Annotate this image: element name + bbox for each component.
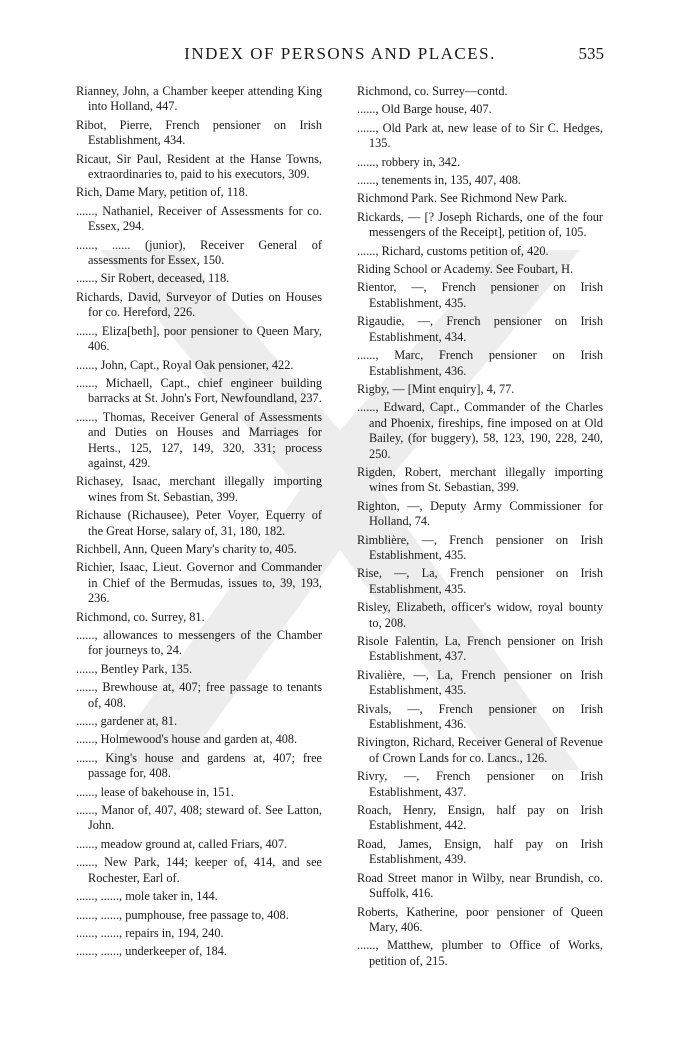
index-entry: ......, ......, repairs in, 194, 240.: [76, 925, 224, 940]
index-entry: ......, tenements in, 135, 407, 408.: [357, 173, 521, 188]
page-number: 535: [578, 44, 604, 63]
index-entry: Rivals, —, French pensioner on Irish Establishment, 436.: [357, 701, 603, 732]
index-entry: Richasey, Isaac, merchant illegally importing wines from St. Sebastian, 399.: [76, 474, 322, 504]
index-entry: Roberts, Katherine, poor pensioner of Queen Mary, 406.: [357, 904, 603, 934]
index-entry: ......, Holmewood's house and garden at, 408.: [76, 732, 298, 747]
page-title: INDEX OF PERSONS AND PLACES.: [184, 44, 496, 63]
index-entry: ......, Nathaniel, Receiver of Assessments for co. Essex, 294.: [76, 203, 322, 234]
index-entry: Rientor, —, French pensioner on Irish Establishment, 435.: [357, 280, 603, 310]
index-entry: Rimblière, —, French pensioner on Irish Establishment, 435.: [357, 532, 603, 562]
index-entry: Richbell, Ann, Queen Mary's charity to, 405.: [76, 541, 297, 556]
index-entry: Richause (Richausee), Peter Voyer, Equerry of the Great Horse, salary of, 31, 180, 182.: [76, 508, 322, 538]
index-entry: ......, gardener at, 81.: [76, 714, 178, 729]
index-entry: Risole Falentin, La, French pensioner on Irish Establishment, 437.: [357, 634, 603, 664]
index-entry: Rianney, John, a Chamber keeper attending King into Holland, 447.: [76, 84, 322, 114]
index-entry: Ribot, Pierre, French pensioner on Irish Establishment, 434.: [76, 117, 322, 148]
index-column-left: [76, 84, 322, 963]
index-entry: ......, Thomas, Receiver General of Assessments and Duties on Houses and Marriages for Herts., 125, 127, 149, 320, 331; process against, 429.: [76, 409, 322, 470]
index-entry: Rich, Dame Mary, petition of, 118.: [76, 185, 248, 200]
index-entry: ......, Old Park at, new lease of to Sir C. Hedges, 135.: [357, 120, 603, 151]
index-entry: ......, allowances to messengers of the Chamber for journeys to, 24.: [76, 628, 322, 658]
index-entry: ......, ......, mole taker in, 144.: [76, 889, 218, 904]
index-entry: ......, King's house and gardens at, 407; free passage for, 408.: [76, 750, 322, 781]
index-entry: ......, Manor of, 407, 408; steward of. See Latton, John.: [76, 803, 322, 833]
index-entry: Richmond, co. Surrey, 81.: [76, 609, 205, 624]
index-entry: Richier, Isaac, Lieut. Governor and Commander in Chief of the Bermudas, issues to, 39, 193, 236.: [76, 560, 322, 606]
index-entry: Rigden, Robert, merchant illegally importing wines from St. Sebastian, 399.: [357, 464, 603, 495]
index-entry: ......, ......, pumphouse, free passage to, 408.: [76, 907, 289, 922]
index-entry: ......, Matthew, plumber to Office of Works, petition of, 215.: [357, 938, 603, 968]
index-entry: Richards, David, Surveyor of Duties on Houses for co. Hereford, 226.: [76, 289, 322, 320]
index-entry: ......, meadow ground at, called Friars, 407.: [76, 836, 288, 851]
index-entry: Rickards, — [? Joseph Richards, one of the four messengers of the Receipt], petition of, 105.: [357, 209, 603, 240]
index-entry: Rise, —, La, French pensioner on Irish Establishment, 435.: [357, 566, 603, 596]
index-entry: Rivington, Richard, Receiver General of Revenue of Crown Lands for co. Lancs., 126.: [357, 735, 603, 765]
index-entry: ......, ...... (junior), Receiver General of assessments for Essex, 150.: [76, 237, 322, 268]
page-header: [76, 44, 604, 70]
index-entry: Road Street manor in Wilby, near Brundish, co. Suffolk, 416.: [357, 870, 603, 901]
index-entry: ......, Sir Robert, deceased, 118.: [76, 271, 230, 286]
index-entry: ......, Eliza[beth], poor pensioner to Queen Mary, 406.: [76, 323, 322, 354]
index-entry: ......, Michaell, Capt., chief engineer building barracks at St. John's Fort, Newfoundland, 237.: [76, 375, 322, 406]
index-entry: Rigaudie, —, French pensioner on Irish Establishment, 434.: [357, 314, 603, 344]
index-entry: Riding School or Academy. See Foubart, H.: [357, 262, 574, 277]
index-entry: Risley, Elizabeth, officer's widow, royal bounty to, 208.: [357, 600, 603, 630]
index-entry: ......, Richard, customs petition of, 420.: [357, 243, 549, 258]
index-column-right: [357, 84, 603, 972]
index-entry: ......, ......, underkeeper of, 184.: [76, 944, 227, 959]
index-entry: ......, Edward, Capt., Commander of the Charles and Phoenix, fireships, fine imposed on at Old Bailey, (for buggery), 58, 123, 190, 228, 240, 250.: [357, 400, 603, 461]
index-entry: ......, Brewhouse at, 407; free passage to tenants of, 408.: [76, 680, 322, 710]
index-entry: Richmond, co. Surrey—contd.: [357, 84, 508, 98]
index-entry: Ricaut, Sir Paul, Resident at the Hanse Towns, extraordinaries to, paid to his executors, 309.: [76, 151, 322, 182]
index-entry: ......, Bentley Park, 135.: [76, 661, 193, 676]
index-entry: Road, James, Ensign, half pay on Irish Establishment, 439.: [357, 836, 603, 867]
index-entry: ......, Old Barge house, 407.: [357, 102, 492, 117]
index-entry: ......, John, Capt., Royal Oak pensioner, 422.: [76, 357, 294, 372]
index-entry: Righton, —, Deputy Army Commissioner for Holland, 74.: [357, 498, 603, 529]
index-entry: ......, robbery in, 342.: [357, 154, 461, 169]
index-entry: ......, lease of bakehouse in, 151.: [76, 784, 234, 799]
index-entry: ......, Marc, French pensioner on Irish Establishment, 436.: [357, 348, 603, 378]
index-entry: Richmond Park. See Richmond New Park.: [357, 191, 568, 206]
index-entry: Roach, Henry, Ensign, half pay on Irish Establishment, 442.: [357, 803, 603, 833]
index-entry: Rivry, —, French pensioner on Irish Establishment, 437.: [357, 769, 603, 799]
index-entry: Rigby, — [Mint enquiry], 4, 77.: [357, 381, 515, 396]
index-entry: Rivalière, —, La, French pensioner on Irish Establishment, 435.: [357, 667, 603, 698]
index-entry: ......, New Park, 144; keeper of, 414, and see Rochester, Earl of.: [76, 855, 322, 885]
